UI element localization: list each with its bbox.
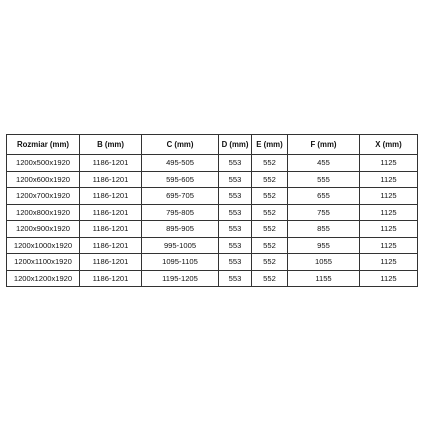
table-row [7, 188, 418, 205]
cell-rozmiar: 1200x1100x1920 [7, 254, 80, 271]
dimensions-table [6, 134, 418, 287]
cell-c: 1195-1205 [142, 270, 219, 287]
cell-rozmiar: 1200x900x1920 [7, 221, 80, 238]
table-body [7, 155, 418, 287]
cell-rozmiar: 1200x1000x1920 [7, 237, 80, 254]
cell-c: 1095-1105 [142, 254, 219, 271]
cell-x: 1125 [360, 155, 418, 172]
cell-x: 1125 [360, 171, 418, 188]
header-rozmiar: Rozmiar (mm) [7, 135, 80, 155]
header-d: D (mm) [219, 135, 252, 155]
cell-f: 855 [288, 221, 360, 238]
cell-x: 1125 [360, 254, 418, 271]
cell-rozmiar: 1200x600x1920 [7, 171, 80, 188]
cell-f: 455 [288, 155, 360, 172]
cell-b: 1186-1201 [80, 188, 142, 205]
cell-d: 553 [219, 221, 252, 238]
header-f: F (mm) [288, 135, 360, 155]
cell-e: 552 [252, 221, 288, 238]
cell-x: 1125 [360, 237, 418, 254]
cell-e: 552 [252, 237, 288, 254]
table-header [7, 135, 418, 155]
cell-c: 995-1005 [142, 237, 219, 254]
cell-rozmiar: 1200x1200x1920 [7, 270, 80, 287]
cell-d: 553 [219, 254, 252, 271]
cell-b: 1186-1201 [80, 204, 142, 221]
cell-f: 955 [288, 237, 360, 254]
table-row [7, 155, 418, 172]
cell-rozmiar: 1200x800x1920 [7, 204, 80, 221]
cell-e: 552 [252, 188, 288, 205]
cell-b: 1186-1201 [80, 155, 142, 172]
dimensions-table-container [6, 134, 417, 287]
cell-c: 595-605 [142, 171, 219, 188]
cell-e: 552 [252, 171, 288, 188]
cell-e: 552 [252, 254, 288, 271]
table-row [7, 171, 418, 188]
cell-f: 1155 [288, 270, 360, 287]
cell-d: 553 [219, 188, 252, 205]
cell-d: 553 [219, 204, 252, 221]
cell-b: 1186-1201 [80, 254, 142, 271]
cell-d: 553 [219, 270, 252, 287]
table-row [7, 221, 418, 238]
table-row [7, 237, 418, 254]
cell-x: 1125 [360, 188, 418, 205]
cell-rozmiar: 1200x500x1920 [7, 155, 80, 172]
cell-b: 1186-1201 [80, 221, 142, 238]
cell-c: 895-905 [142, 221, 219, 238]
cell-rozmiar: 1200x700x1920 [7, 188, 80, 205]
cell-c: 695-705 [142, 188, 219, 205]
cell-e: 552 [252, 155, 288, 172]
cell-f: 755 [288, 204, 360, 221]
cell-f: 555 [288, 171, 360, 188]
cell-d: 553 [219, 171, 252, 188]
cell-f: 655 [288, 188, 360, 205]
table-row [7, 270, 418, 287]
cell-b: 1186-1201 [80, 237, 142, 254]
table-row [7, 254, 418, 271]
cell-d: 553 [219, 237, 252, 254]
cell-b: 1186-1201 [80, 270, 142, 287]
cell-c: 795-805 [142, 204, 219, 221]
header-e: E (mm) [252, 135, 288, 155]
cell-f: 1055 [288, 254, 360, 271]
header-row [7, 135, 418, 155]
cell-b: 1186-1201 [80, 171, 142, 188]
cell-x: 1125 [360, 270, 418, 287]
header-b: B (mm) [80, 135, 142, 155]
table-row [7, 204, 418, 221]
cell-e: 552 [252, 270, 288, 287]
cell-d: 553 [219, 155, 252, 172]
cell-c: 495-505 [142, 155, 219, 172]
header-x: X (mm) [360, 135, 418, 155]
cell-x: 1125 [360, 204, 418, 221]
header-c: C (mm) [142, 135, 219, 155]
cell-x: 1125 [360, 221, 418, 238]
cell-e: 552 [252, 204, 288, 221]
